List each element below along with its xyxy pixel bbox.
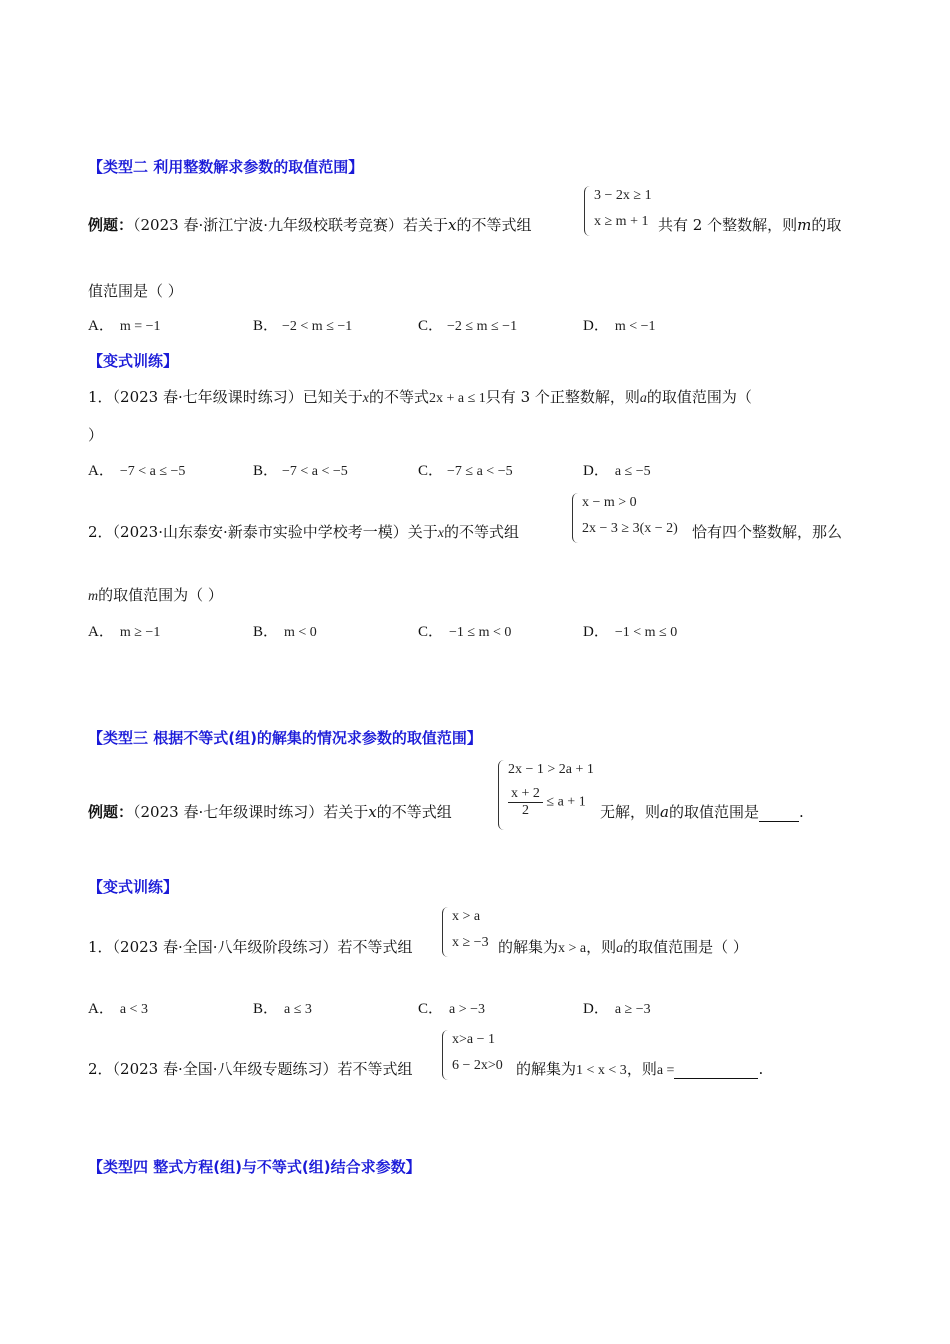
question-1-line2: ） bbox=[88, 426, 104, 444]
option-c[interactable]: C． −1 ≤ m < 0 bbox=[418, 624, 512, 640]
inequality: 2x + a ≤ 1 bbox=[429, 391, 486, 406]
option-d[interactable]: D． a ≥ −3 bbox=[583, 1001, 651, 1017]
system-line-2: x ≥ m + 1 bbox=[594, 214, 649, 229]
var-x: x bbox=[362, 391, 369, 406]
section3-example-tail: 无解，则a的取值范围是 . bbox=[600, 803, 804, 821]
var-x: x bbox=[448, 216, 457, 234]
left-brace bbox=[584, 186, 591, 236]
inequality-system: x>a − 1 6 − 2x>0 bbox=[442, 1030, 516, 1080]
option-b[interactable]: B． a ≤ 3 bbox=[253, 1001, 312, 1017]
option-c[interactable]: C． −7 ≤ a < −5 bbox=[418, 463, 513, 479]
var-x: x bbox=[437, 526, 444, 541]
question-1: 1．（2023 春·七年级课时练习）已知关于x的不等式2x + a ≤ 1只有 3 个正整数解，则a的取值范围为（ bbox=[88, 388, 752, 406]
option-a[interactable]: A． a < 3 bbox=[88, 1001, 148, 1017]
option-d[interactable]: D． m < −1 bbox=[583, 318, 656, 334]
answer-blank[interactable] bbox=[674, 1060, 758, 1079]
system-line-1: 3 − 2x ≥ 1 bbox=[594, 188, 652, 203]
section4-heading: 【类型四 整式方程(组)与不等式(组)结合求参数】 bbox=[88, 1158, 421, 1176]
example-text-end: 的取 bbox=[811, 216, 842, 234]
left-brace bbox=[442, 1030, 449, 1080]
option-c[interactable]: C． −2 ≤ m ≤ −1 bbox=[418, 318, 518, 334]
left-brace bbox=[442, 907, 449, 957]
option-c[interactable]: C． a > −3 bbox=[418, 1001, 486, 1017]
left-brace bbox=[572, 493, 579, 543]
section2-heading: 【类型二 利用整数解求参数的取值范围】 bbox=[88, 158, 364, 176]
practice-heading: 【变式训练】 bbox=[88, 878, 179, 896]
example-text-after: 共有 2 个整数解，则 bbox=[658, 216, 798, 234]
option-a[interactable]: A． −7 < a ≤ −5 bbox=[88, 463, 186, 479]
option-a[interactable]: A． m ≥ −1 bbox=[88, 624, 161, 640]
example-text-mid: 的不等式组 bbox=[456, 216, 532, 234]
question-1-tail: 的解集为x > a，则a的取值范围是（ ） bbox=[498, 938, 748, 956]
practice-heading: 【变式训练】 bbox=[88, 352, 179, 370]
inequality-system bbox=[584, 186, 658, 236]
example-label: 例题： bbox=[88, 216, 134, 234]
question-1: 1．（2023 春·全国·八年级阶段练习）若不等式组 bbox=[88, 938, 413, 956]
answer-blank[interactable] bbox=[759, 803, 799, 822]
question-2: 2．（2023·山东泰安·新泰市实验中学校考一模）关于x的不等式组 bbox=[88, 523, 519, 541]
inequality-system: x > a x ≥ −3 bbox=[442, 907, 498, 957]
inequality-system: 2x − 1 > 2a + 1 $\frac{x + 2}{2}$ ≤ a + 1 bbox=[498, 760, 598, 830]
option-d[interactable]: D． a ≤ −5 bbox=[583, 463, 651, 479]
question-2: 2．（2023 春·全国·八年级专题练习）若不等式组 bbox=[88, 1060, 413, 1078]
section2-example bbox=[88, 214, 531, 235]
left-brace bbox=[498, 760, 505, 830]
option-b[interactable]: B． −7 < a < −5 bbox=[253, 463, 348, 479]
fraction-line: $\frac{x + 2}{2}$ ≤ a + 1 bbox=[508, 786, 586, 819]
section2-example-tail bbox=[658, 214, 841, 235]
option-a[interactable]: A． m = −1 bbox=[88, 318, 161, 334]
var-a: a bbox=[639, 391, 647, 406]
var-m: m bbox=[797, 216, 812, 234]
question-2-line2: m的取值范围为（ ） bbox=[88, 586, 223, 604]
example-source-text: （2023 春·浙江宁波·九年级校联考竞赛）若关于 bbox=[133, 216, 448, 234]
option-d[interactable]: D． −1 < m ≤ 0 bbox=[583, 624, 678, 640]
section3-heading: 【类型三 根据不等式(组)的解集的情况求参数的取值范围】 bbox=[88, 729, 482, 747]
example-line2: 值范围是（ ） bbox=[88, 282, 183, 300]
option-b[interactable]: B． −2 < m ≤ −1 bbox=[253, 318, 353, 334]
option-b[interactable]: B． m < 0 bbox=[253, 624, 317, 640]
section3-example: 例题：（2023 春·七年级课时练习）若关于x的不等式组 bbox=[88, 803, 452, 821]
question-2-tail: 恰有四个整数解，那么 bbox=[692, 523, 843, 541]
question-2-tail: 的解集为1 < x < 3，则a = . bbox=[516, 1060, 764, 1078]
inequality-system: x − m > 0 2x − 3 ≥ 3(x − 2) bbox=[572, 493, 692, 543]
fraction: $\frac{x + 2}{2}$ bbox=[508, 786, 543, 819]
